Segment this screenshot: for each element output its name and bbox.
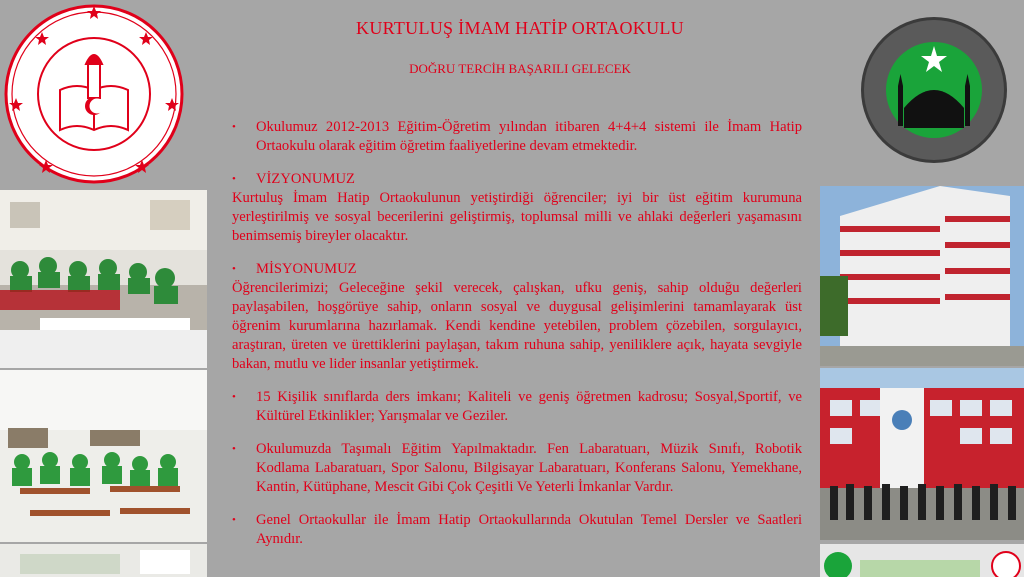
vision-text: Kurtuluş İmam Hatip Ortaokulunun yetiştirdiği öğrenciler; iyi bir üst eğitim kurumuna yerleştirilmiş ve sosyal becerilerini geliştirmiş, toplumsal milli ve ahlaki değerleri yaşamasını benimsemiş bireyler olacaktır. <box>232 190 802 244</box>
curriculum-paragraph <box>232 511 802 549</box>
bullet-icon: • <box>232 391 236 403</box>
bottom-logos-photo <box>820 544 1024 577</box>
mission-heading: MİSYONUMUZ <box>256 261 357 277</box>
page-title: KURTULUŞ İMAM HATİP ORTAOKULU <box>356 18 684 38</box>
facilities-text: Okulumuzda Taşımalı Eğitim Yapılmaktadır. Fen Labaratuarı, Müzik Sınıfı, Robotik Kodlama Labaratuarı, Spor Salonu, Bilgisayar Labaratuarı, Konferans Salonu, Yemekhane, Kantin, Kütüphane, Mescit Gibi Çok Çeşitli Ve Yeterli İmkanlar Vardır. <box>256 441 802 495</box>
classroom-photo-1 <box>0 190 207 368</box>
mission-text: Öğrencilerimizi; Geleceğine şekil verecek, çalışkan, ufku geniş, sahip olduğu değerleri paylaşabilen, hoşgörüye sahip, onların sosyal ve duygusal gelişimlerini tamamlayarak üst öğrenim kurumlarına hazırlamak. Kendi kendine yetebilen, problem çözebilen, sorgulayıcı, araştıran, üreten ve ürettiklerini paylaşan, takım ruhuna sahip, yeniliklere açık, hayata sevgiyle bakan, mutlu ve lider insanlar yetiştirmek. <box>232 280 802 372</box>
vision-section <box>232 170 802 246</box>
school-entrance-photo <box>820 368 1024 540</box>
classroom-photo-2 <box>0 370 207 542</box>
bullet-icon: • <box>232 514 236 526</box>
bullet-icon: • <box>232 443 236 455</box>
bullet-icon: • <box>232 263 236 275</box>
page-subtitle: DOĞRU TERCİH BAŞARILI GELECEK <box>409 61 631 76</box>
intro-paragraph <box>232 118 802 156</box>
activity-photo <box>0 544 207 577</box>
main-content <box>232 118 802 563</box>
ministry-seal-logo <box>2 2 186 186</box>
intro-text: Okulumuz 2012-2013 Eğitim-Öğretim yılından itibaren 4+4+4 sistemi ile İmam Hatip Ortaokulu olarak eğitim öğretim faaliyetlerine devam etmektedir. <box>256 119 802 154</box>
bullet-icon: • <box>232 121 236 133</box>
classes-paragraph <box>232 388 802 426</box>
school-seal-logo <box>860 16 1008 164</box>
classes-text: 15 Kişilik sınıflarda ders imkanı; Kaliteli ve geniş öğretmen kadrosu; Sosyal,Sportif, ve Kültürel Etkinlikler; Yarışmalar ve Geziler. <box>256 389 802 424</box>
school-building-photo <box>820 186 1024 366</box>
facilities-paragraph <box>232 440 802 497</box>
mission-section <box>232 260 802 374</box>
vision-heading: VİZYONUMUZ <box>256 171 355 187</box>
curriculum-text: Genel Ortaokullar ile İmam Hatip Ortaokullarında Okutulan Temel Dersler ve Saatleri Aynıdır. <box>256 512 802 547</box>
bullet-icon: • <box>232 173 236 185</box>
